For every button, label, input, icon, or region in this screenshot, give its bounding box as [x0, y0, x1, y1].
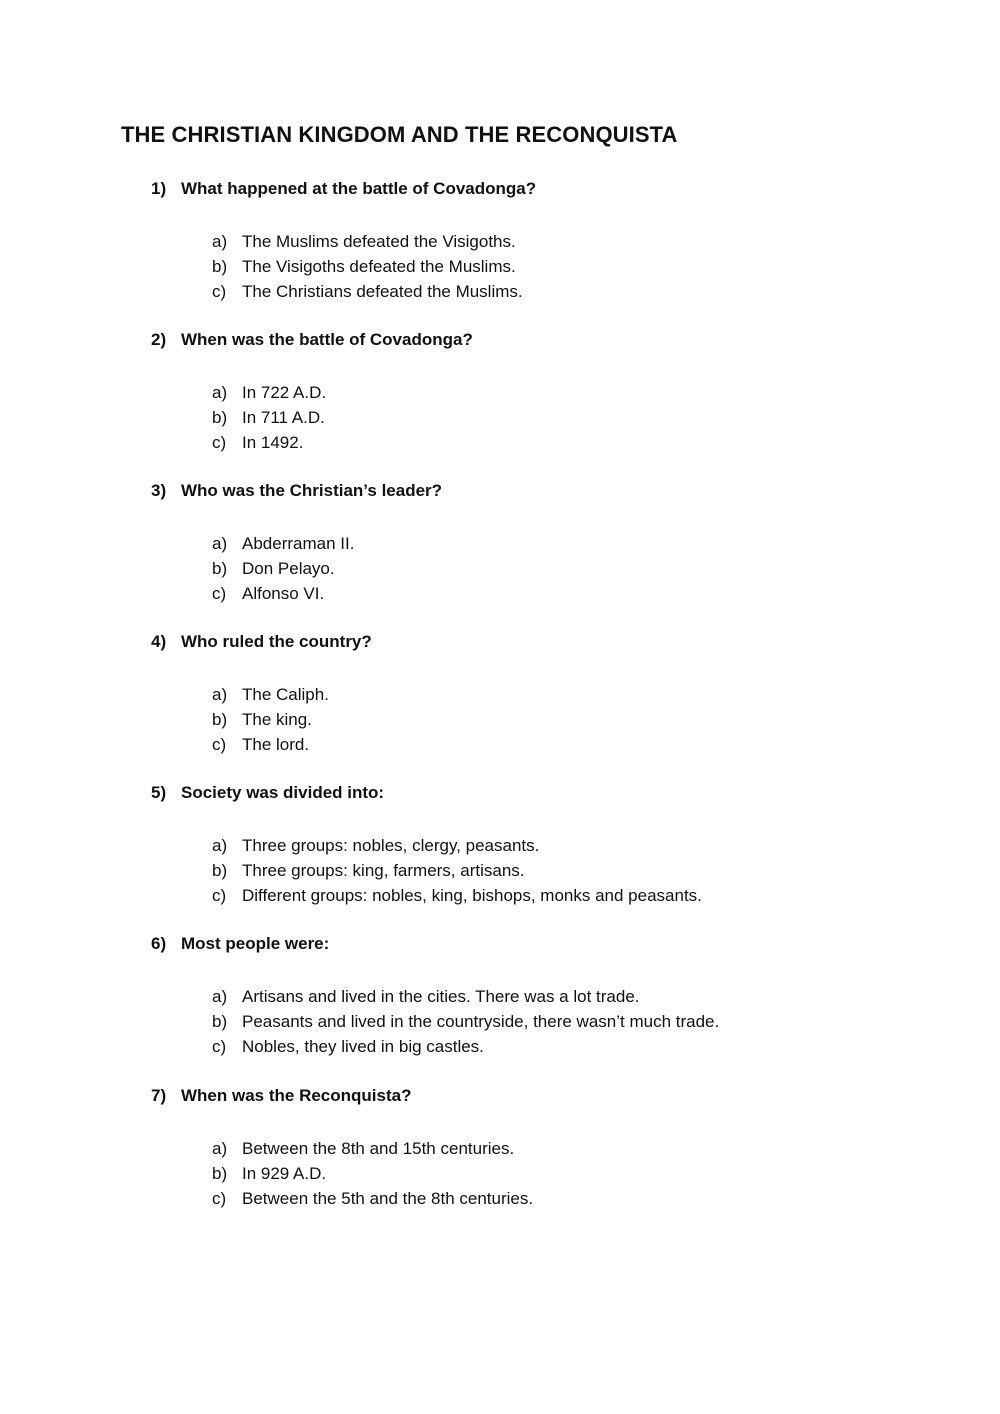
answer-option[interactable]: [212, 1136, 533, 1161]
answer-option[interactable]: [212, 833, 702, 858]
answer-option[interactable]: [212, 858, 702, 883]
option-text: The king.: [242, 710, 312, 729]
answer-option[interactable]: [212, 254, 523, 279]
answer-option[interactable]: [212, 883, 702, 908]
answer-options: [212, 833, 702, 908]
option-text: Between the 5th and the 8th centuries.: [242, 1189, 534, 1208]
answer-options: [212, 380, 326, 455]
option-text: The Visigoths defeated the Muslims.: [242, 257, 516, 276]
answer-option[interactable]: [212, 405, 326, 430]
question-heading: [151, 934, 329, 954]
answer-option[interactable]: [212, 984, 719, 1009]
option-text: Three groups: nobles, clergy, peasants.: [242, 836, 540, 855]
option-text: Between the 8th and 15th centuries.: [242, 1139, 515, 1158]
option-letter: c): [212, 433, 227, 452]
option-text: Alfonso VI.: [242, 584, 325, 603]
option-text: In 1492.: [242, 433, 304, 452]
answer-option[interactable]: [212, 380, 326, 405]
option-text: Different groups: nobles, king, bishops, monks and peasants.: [242, 886, 702, 905]
option-letter: c): [212, 735, 227, 754]
answer-options: [212, 1136, 533, 1211]
option-letter: c): [212, 282, 227, 301]
answer-option[interactable]: [212, 732, 329, 757]
option-letter: a): [212, 685, 228, 704]
answer-option[interactable]: [212, 1161, 533, 1186]
option-letter: c): [212, 1189, 227, 1208]
option-letter: a): [212, 987, 228, 1006]
answer-option[interactable]: [212, 531, 354, 556]
option-letter: b): [212, 1012, 228, 1031]
question-text: When was the battle of Covadonga?: [181, 330, 473, 349]
option-letter: a): [212, 383, 228, 402]
answer-option[interactable]: [212, 279, 523, 304]
option-letter: a): [212, 1139, 228, 1158]
answer-option[interactable]: [212, 229, 523, 254]
answer-options: [212, 229, 523, 304]
question-heading: [151, 179, 536, 199]
question-heading: [151, 330, 473, 350]
question-text: Who ruled the country?: [181, 632, 372, 651]
answer-option[interactable]: [212, 556, 354, 581]
question-number: 1): [151, 179, 167, 198]
question-number: 4): [151, 632, 167, 651]
option-text: In 722 A.D.: [242, 383, 327, 402]
question-number: 2): [151, 330, 167, 349]
option-text: Nobles, they lived in big castles.: [242, 1037, 484, 1056]
answer-option[interactable]: [212, 1186, 533, 1211]
question-text: Who was the Christian’s leader?: [181, 481, 443, 500]
option-letter: b): [212, 1164, 228, 1183]
answer-option[interactable]: [212, 581, 354, 606]
answer-options: [212, 984, 719, 1059]
option-text: Three groups: king, farmers, artisans.: [242, 861, 525, 880]
question-text: Society was divided into:: [181, 783, 385, 802]
answer-options: [212, 682, 329, 757]
option-letter: a): [212, 836, 228, 855]
option-text: The Muslims defeated the Visigoths.: [242, 232, 516, 251]
option-letter: b): [212, 257, 228, 276]
question-text: When was the Reconquista?: [181, 1086, 412, 1105]
answer-option[interactable]: [212, 1034, 719, 1059]
option-text: Peasants and lived in the countryside, there wasn’t much trade.: [242, 1012, 720, 1031]
option-text: The Caliph.: [242, 685, 329, 704]
question-heading: [151, 481, 442, 501]
option-letter: c): [212, 886, 227, 905]
question-text: Most people were:: [181, 934, 330, 953]
option-letter: b): [212, 559, 228, 578]
question-heading: [151, 632, 372, 652]
question-text: What happened at the battle of Covadonga?: [181, 179, 537, 198]
option-letter: c): [212, 1037, 227, 1056]
page-title: THE CHRISTIAN KINGDOM AND THE RECONQUISTA: [121, 122, 678, 147]
option-text: In 711 A.D.: [242, 408, 325, 427]
option-letter: a): [212, 534, 228, 553]
option-letter: a): [212, 232, 228, 251]
option-letter: c): [212, 584, 227, 603]
answer-options: [212, 531, 354, 606]
question-number: 7): [151, 1086, 167, 1105]
question-heading: [151, 1086, 411, 1106]
option-letter: b): [212, 408, 228, 427]
answer-option[interactable]: [212, 707, 329, 732]
question-heading: [151, 783, 384, 803]
option-text: The Christians defeated the Muslims.: [242, 282, 523, 301]
option-text: Abderraman II.: [242, 534, 355, 553]
answer-option[interactable]: [212, 1009, 719, 1034]
question-number: 5): [151, 783, 167, 802]
option-letter: b): [212, 861, 228, 880]
question-number: 3): [151, 481, 167, 500]
answer-option[interactable]: [212, 430, 326, 455]
answer-option[interactable]: [212, 682, 329, 707]
option-text: In 929 A.D.: [242, 1164, 327, 1183]
question-number: 6): [151, 934, 167, 953]
option-text: Artisans and lived in the cities. There was a lot trade.: [242, 987, 640, 1006]
option-text: The lord.: [242, 735, 310, 754]
option-text: Don Pelayo.: [242, 559, 335, 578]
option-letter: b): [212, 710, 228, 729]
